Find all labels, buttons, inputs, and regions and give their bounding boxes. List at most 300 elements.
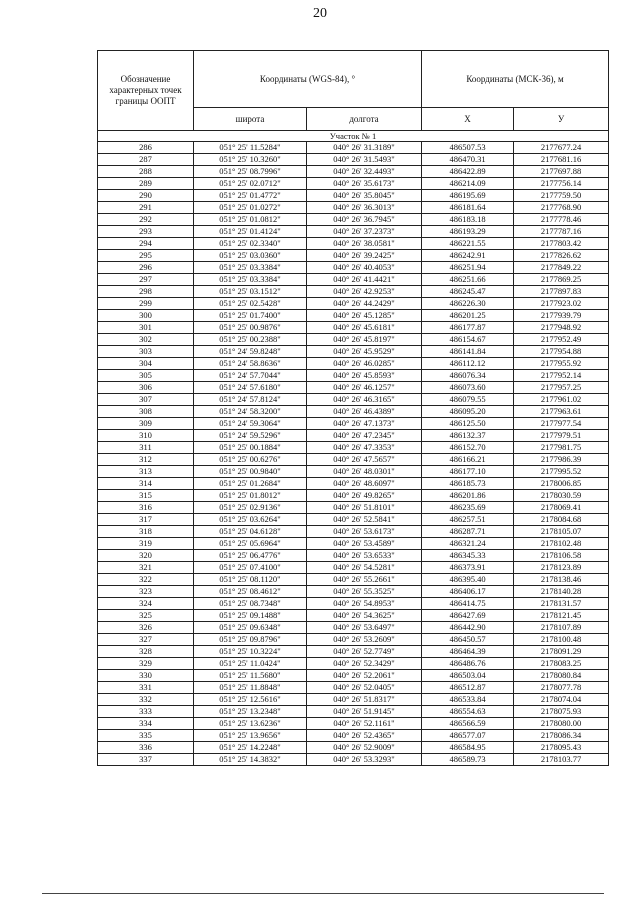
point-number: 300 <box>98 310 194 322</box>
x-value: 486183.18 <box>422 214 514 226</box>
table-row <box>98 310 609 322</box>
latitude-value: 051° 25' 01.2684" <box>194 478 307 490</box>
x-value: 486177.87 <box>422 322 514 334</box>
longitude-value: 040° 26' 45.9529" <box>307 346 422 358</box>
y-value: 2177849.22 <box>514 262 609 274</box>
latitude-value: 051° 25' 03.1512" <box>194 286 307 298</box>
point-number: 310 <box>98 430 194 442</box>
x-value: 486152.70 <box>422 442 514 454</box>
point-number: 312 <box>98 454 194 466</box>
y-value: 2178030.59 <box>514 490 609 502</box>
latitude-value: 051° 25' 09.1488" <box>194 610 307 622</box>
longitude-value: 040° 26' 53.6533" <box>307 550 422 562</box>
y-value: 2178077.78 <box>514 682 609 694</box>
table-row <box>98 610 609 622</box>
y-value: 2178121.45 <box>514 610 609 622</box>
x-value: 486201.86 <box>422 490 514 502</box>
table-row <box>98 538 609 550</box>
y-value: 2177923.02 <box>514 298 609 310</box>
latitude-value: 051° 24' 58.8636" <box>194 358 307 370</box>
longitude-value: 040° 26' 55.3525" <box>307 586 422 598</box>
x-value: 486589.73 <box>422 754 514 766</box>
latitude-value: 051° 25' 02.0712" <box>194 178 307 190</box>
x-value: 486154.67 <box>422 334 514 346</box>
latitude-value: 051° 25' 10.3260" <box>194 154 307 166</box>
latitude-value: 051° 25' 02.3340" <box>194 238 307 250</box>
y-value: 2177979.51 <box>514 430 609 442</box>
latitude-value: 051° 24' 59.5296" <box>194 430 307 442</box>
point-number: 325 <box>98 610 194 622</box>
longitude-value: 040° 26' 52.1161" <box>307 718 422 730</box>
point-number: 298 <box>98 286 194 298</box>
table-row <box>98 478 609 490</box>
point-number: 329 <box>98 658 194 670</box>
table-row <box>98 754 609 766</box>
table-row <box>98 154 609 166</box>
latitude-value: 051° 25' 01.4124" <box>194 226 307 238</box>
x-value: 486464.39 <box>422 646 514 658</box>
table-row <box>98 442 609 454</box>
x-value: 486422.89 <box>422 166 514 178</box>
x-value: 486177.10 <box>422 466 514 478</box>
longitude-value: 040° 26' 47.5657" <box>307 454 422 466</box>
point-number: 331 <box>98 682 194 694</box>
latitude-value: 051° 25' 14.2248" <box>194 742 307 754</box>
y-value: 2178069.41 <box>514 502 609 514</box>
table-row <box>98 346 609 358</box>
latitude-value: 051° 25' 00.1884" <box>194 442 307 454</box>
table-row <box>98 298 609 310</box>
longitude-value: 040° 26' 51.8101" <box>307 502 422 514</box>
point-number: 297 <box>98 274 194 286</box>
table-row <box>98 658 609 670</box>
header-y: У <box>514 108 609 131</box>
y-value: 2177986.39 <box>514 454 609 466</box>
table-row <box>98 586 609 598</box>
x-value: 486533.84 <box>422 694 514 706</box>
latitude-value: 051° 25' 03.3384" <box>194 262 307 274</box>
latitude-value: 051° 25' 02.9136" <box>194 502 307 514</box>
x-value: 486251.66 <box>422 274 514 286</box>
y-value: 2178103.77 <box>514 754 609 766</box>
x-value: 486584.95 <box>422 742 514 754</box>
header-longitude: долгота <box>307 108 422 131</box>
latitude-value: 051° 25' 07.4100" <box>194 562 307 574</box>
longitude-value: 040° 26' 44.2429" <box>307 298 422 310</box>
point-number: 336 <box>98 742 194 754</box>
y-value: 2178102.48 <box>514 538 609 550</box>
x-value: 486450.57 <box>422 634 514 646</box>
x-value: 486577.07 <box>422 730 514 742</box>
table-row <box>98 214 609 226</box>
latitude-value: 051° 25' 09.6348" <box>194 622 307 634</box>
latitude-value: 051° 25' 13.2348" <box>194 706 307 718</box>
x-value: 486245.47 <box>422 286 514 298</box>
latitude-value: 051° 25' 11.5680" <box>194 670 307 682</box>
table-row <box>98 646 609 658</box>
y-value: 2178006.85 <box>514 478 609 490</box>
longitude-value: 040° 26' 51.9145" <box>307 706 422 718</box>
x-value: 486076.34 <box>422 370 514 382</box>
y-value: 2177681.16 <box>514 154 609 166</box>
point-number: 323 <box>98 586 194 598</box>
latitude-value: 051° 25' 03.0360" <box>194 250 307 262</box>
table-row <box>98 358 609 370</box>
y-value: 2178138.46 <box>514 574 609 586</box>
point-number: 330 <box>98 670 194 682</box>
x-value: 486235.69 <box>422 502 514 514</box>
table-row <box>98 466 609 478</box>
longitude-value: 040° 26' 46.3165" <box>307 394 422 406</box>
y-value: 2178131.57 <box>514 598 609 610</box>
table-row <box>98 418 609 430</box>
point-number: 317 <box>98 514 194 526</box>
y-value: 2177768.90 <box>514 202 609 214</box>
latitude-value: 051° 25' 01.4772" <box>194 190 307 202</box>
point-number: 306 <box>98 382 194 394</box>
y-value: 2177677.24 <box>514 142 609 154</box>
latitude-value: 051° 25' 01.0812" <box>194 214 307 226</box>
y-value: 2178091.29 <box>514 646 609 658</box>
y-value: 2177697.88 <box>514 166 609 178</box>
latitude-value: 051° 25' 01.7400" <box>194 310 307 322</box>
x-value: 486395.40 <box>422 574 514 586</box>
longitude-value: 040° 26' 35.6173" <box>307 178 422 190</box>
y-value: 2178086.34 <box>514 730 609 742</box>
y-value: 2177963.61 <box>514 406 609 418</box>
y-value: 2178140.28 <box>514 586 609 598</box>
latitude-value: 051° 25' 14.3832" <box>194 754 307 766</box>
longitude-value: 040° 26' 48.0301" <box>307 466 422 478</box>
y-value: 2177995.52 <box>514 466 609 478</box>
longitude-value: 040° 26' 53.6497" <box>307 622 422 634</box>
table-row <box>98 562 609 574</box>
x-value: 486181.64 <box>422 202 514 214</box>
latitude-value: 051° 25' 01.8012" <box>194 490 307 502</box>
y-value: 2178084.68 <box>514 514 609 526</box>
x-value: 486373.91 <box>422 562 514 574</box>
x-value: 486132.37 <box>422 430 514 442</box>
latitude-value: 051° 25' 10.3224" <box>194 646 307 658</box>
table-row <box>98 406 609 418</box>
point-number: 291 <box>98 202 194 214</box>
y-value: 2177952.14 <box>514 370 609 382</box>
table-row <box>98 454 609 466</box>
table-row <box>98 670 609 682</box>
point-number: 315 <box>98 490 194 502</box>
latitude-value: 051° 25' 12.5616" <box>194 694 307 706</box>
latitude-value: 051° 24' 58.3200" <box>194 406 307 418</box>
header-x: X <box>422 108 514 131</box>
longitude-value: 040° 26' 53.2609" <box>307 634 422 646</box>
x-value: 486221.55 <box>422 238 514 250</box>
longitude-value: 040° 26' 47.2345" <box>307 430 422 442</box>
header-msk36-coordinates: Координаты (МСК-36), м <box>422 51 609 108</box>
x-value: 486185.73 <box>422 478 514 490</box>
longitude-value: 040° 26' 52.7749" <box>307 646 422 658</box>
point-number: 307 <box>98 394 194 406</box>
y-value: 2178080.84 <box>514 670 609 682</box>
x-value: 486141.84 <box>422 346 514 358</box>
x-value: 486112.12 <box>422 358 514 370</box>
point-number: 294 <box>98 238 194 250</box>
table-row <box>98 706 609 718</box>
latitude-value: 051° 25' 11.8848" <box>194 682 307 694</box>
x-value: 486257.51 <box>422 514 514 526</box>
table-row <box>98 550 609 562</box>
point-number: 318 <box>98 526 194 538</box>
y-value: 2177955.92 <box>514 358 609 370</box>
y-value: 2177939.79 <box>514 310 609 322</box>
longitude-value: 040° 26' 52.4365" <box>307 730 422 742</box>
point-number: 335 <box>98 730 194 742</box>
latitude-value: 051° 25' 02.5428" <box>194 298 307 310</box>
point-number: 289 <box>98 178 194 190</box>
latitude-value: 051° 24' 59.3064" <box>194 418 307 430</box>
longitude-value: 040° 26' 36.7945" <box>307 214 422 226</box>
latitude-value: 051° 25' 05.6964" <box>194 538 307 550</box>
table-row <box>98 178 609 190</box>
y-value: 2177826.62 <box>514 250 609 262</box>
latitude-value: 051° 25' 08.7348" <box>194 598 307 610</box>
point-number: 304 <box>98 358 194 370</box>
longitude-value: 040° 26' 52.2061" <box>307 670 422 682</box>
longitude-value: 040° 26' 54.8953" <box>307 598 422 610</box>
longitude-value: 040° 26' 46.1257" <box>307 382 422 394</box>
table-row <box>98 622 609 634</box>
latitude-value: 051° 24' 57.8124" <box>194 394 307 406</box>
table-row <box>98 274 609 286</box>
table-row <box>98 694 609 706</box>
point-number: 314 <box>98 478 194 490</box>
point-number: 295 <box>98 250 194 262</box>
x-value: 486406.17 <box>422 586 514 598</box>
longitude-value: 040° 26' 52.0405" <box>307 682 422 694</box>
point-number: 296 <box>98 262 194 274</box>
y-value: 2178074.04 <box>514 694 609 706</box>
table-row <box>98 322 609 334</box>
table-row <box>98 142 609 154</box>
longitude-value: 040° 26' 40.4053" <box>307 262 422 274</box>
latitude-value: 051° 25' 08.1120" <box>194 574 307 586</box>
table-row <box>98 502 609 514</box>
table-row <box>98 430 609 442</box>
x-value: 486427.69 <box>422 610 514 622</box>
y-value: 2178095.43 <box>514 742 609 754</box>
longitude-value: 040° 26' 47.3353" <box>307 442 422 454</box>
point-number: 313 <box>98 466 194 478</box>
point-number: 286 <box>98 142 194 154</box>
point-number: 328 <box>98 646 194 658</box>
boundary-points-table <box>97 50 609 766</box>
y-value: 2178123.89 <box>514 562 609 574</box>
longitude-value: 040° 26' 54.5281" <box>307 562 422 574</box>
longitude-value: 040° 26' 55.2661" <box>307 574 422 586</box>
table-row <box>98 742 609 754</box>
latitude-value: 051° 25' 11.5284" <box>194 142 307 154</box>
header-point-designation: Обозначение характерных точек границы ООПТ <box>98 51 194 131</box>
table-row <box>98 262 609 274</box>
point-number: 324 <box>98 598 194 610</box>
table-row <box>98 370 609 382</box>
longitude-value: 040° 26' 52.5841" <box>307 514 422 526</box>
x-value: 486226.30 <box>422 298 514 310</box>
latitude-value: 051° 25' 06.4776" <box>194 550 307 562</box>
table-row <box>98 634 609 646</box>
point-number: 319 <box>98 538 194 550</box>
point-number: 288 <box>98 166 194 178</box>
x-value: 486287.71 <box>422 526 514 538</box>
table-row <box>98 526 609 538</box>
latitude-value: 051° 25' 08.4612" <box>194 586 307 598</box>
longitude-value: 040° 26' 54.3625" <box>307 610 422 622</box>
table-row <box>98 166 609 178</box>
point-number: 290 <box>98 190 194 202</box>
point-number: 316 <box>98 502 194 514</box>
y-value: 2177977.54 <box>514 418 609 430</box>
y-value: 2177756.14 <box>514 178 609 190</box>
point-number: 327 <box>98 634 194 646</box>
x-value: 486507.53 <box>422 142 514 154</box>
x-value: 486214.09 <box>422 178 514 190</box>
longitude-value: 040° 26' 45.8197" <box>307 334 422 346</box>
point-number: 309 <box>98 418 194 430</box>
x-value: 486321.24 <box>422 538 514 550</box>
latitude-value: 051° 24' 57.6180" <box>194 382 307 394</box>
longitude-value: 040° 26' 45.8593" <box>307 370 422 382</box>
x-value: 486251.94 <box>422 262 514 274</box>
table-row <box>98 286 609 298</box>
table-row <box>98 226 609 238</box>
x-value: 486512.87 <box>422 682 514 694</box>
latitude-value: 051° 25' 13.6236" <box>194 718 307 730</box>
longitude-value: 040° 26' 31.5493" <box>307 154 422 166</box>
longitude-value: 040° 26' 41.4421" <box>307 274 422 286</box>
x-value: 486414.75 <box>422 598 514 610</box>
x-value: 486073.60 <box>422 382 514 394</box>
y-value: 2177952.49 <box>514 334 609 346</box>
y-value: 2177981.75 <box>514 442 609 454</box>
x-value: 486345.33 <box>422 550 514 562</box>
x-value: 486486.76 <box>422 658 514 670</box>
x-value: 486503.04 <box>422 670 514 682</box>
header-row-main <box>98 51 609 108</box>
y-value: 2177957.25 <box>514 382 609 394</box>
longitude-value: 040° 26' 53.6173" <box>307 526 422 538</box>
point-number: 332 <box>98 694 194 706</box>
table-row <box>98 334 609 346</box>
header-wgs84-coordinates: Координаты (WGS-84), ° <box>194 51 422 108</box>
y-value: 2177787.16 <box>514 226 609 238</box>
x-value: 486079.55 <box>422 394 514 406</box>
longitude-value: 040° 26' 47.1373" <box>307 418 422 430</box>
longitude-value: 040° 26' 38.0581" <box>307 238 422 250</box>
x-value: 486566.59 <box>422 718 514 730</box>
latitude-value: 051° 24' 59.8248" <box>194 346 307 358</box>
point-number: 320 <box>98 550 194 562</box>
header-latitude: широта <box>194 108 307 131</box>
point-number: 308 <box>98 406 194 418</box>
x-value: 486125.50 <box>422 418 514 430</box>
y-value: 2178106.58 <box>514 550 609 562</box>
y-value: 2178083.25 <box>514 658 609 670</box>
table-row <box>98 574 609 586</box>
longitude-value: 040° 26' 52.3429" <box>307 658 422 670</box>
latitude-value: 051° 25' 09.8796" <box>194 634 307 646</box>
x-value: 486193.29 <box>422 226 514 238</box>
y-value: 2178080.00 <box>514 718 609 730</box>
y-value: 2178100.48 <box>514 634 609 646</box>
table-row <box>98 190 609 202</box>
latitude-value: 051° 24' 57.7044" <box>194 370 307 382</box>
point-number: 299 <box>98 298 194 310</box>
longitude-value: 040° 26' 51.8317" <box>307 694 422 706</box>
table-row <box>98 250 609 262</box>
y-value: 2177948.92 <box>514 322 609 334</box>
longitude-value: 040° 26' 49.8265" <box>307 490 422 502</box>
y-value: 2177778.46 <box>514 214 609 226</box>
longitude-value: 040° 26' 45.6181" <box>307 322 422 334</box>
latitude-value: 051° 25' 03.6264" <box>194 514 307 526</box>
point-number: 334 <box>98 718 194 730</box>
x-value: 486554.63 <box>422 706 514 718</box>
y-value: 2178107.89 <box>514 622 609 634</box>
latitude-value: 051° 25' 00.6276" <box>194 454 307 466</box>
longitude-value: 040° 26' 42.9253" <box>307 286 422 298</box>
x-value: 486242.91 <box>422 250 514 262</box>
section-row <box>98 131 609 142</box>
point-number: 293 <box>98 226 194 238</box>
x-value: 486195.69 <box>422 190 514 202</box>
table-row <box>98 718 609 730</box>
longitude-value: 040° 26' 45.1285" <box>307 310 422 322</box>
latitude-value: 051° 25' 00.9876" <box>194 322 307 334</box>
latitude-value: 051° 25' 11.0424" <box>194 658 307 670</box>
table-row <box>98 238 609 250</box>
point-number: 302 <box>98 334 194 346</box>
point-number: 326 <box>98 622 194 634</box>
table-row <box>98 598 609 610</box>
point-number: 321 <box>98 562 194 574</box>
x-value: 486442.90 <box>422 622 514 634</box>
longitude-value: 040° 26' 32.4493" <box>307 166 422 178</box>
latitude-value: 051° 25' 01.0272" <box>194 202 307 214</box>
table-row <box>98 202 609 214</box>
section-label: Участок № 1 <box>98 131 609 142</box>
x-value: 486201.25 <box>422 310 514 322</box>
point-number: 301 <box>98 322 194 334</box>
y-value: 2177961.02 <box>514 394 609 406</box>
table-row <box>98 394 609 406</box>
bottom-divider <box>42 893 604 894</box>
latitude-value: 051° 25' 03.3384" <box>194 274 307 286</box>
page-number: 20 <box>313 6 327 21</box>
longitude-value: 040° 26' 53.4589" <box>307 538 422 550</box>
longitude-value: 040° 26' 37.2373" <box>307 226 422 238</box>
point-number: 333 <box>98 706 194 718</box>
y-value: 2177869.25 <box>514 274 609 286</box>
x-value: 486470.31 <box>422 154 514 166</box>
y-value: 2177803.42 <box>514 238 609 250</box>
latitude-value: 051° 25' 00.9840" <box>194 466 307 478</box>
point-number: 322 <box>98 574 194 586</box>
longitude-value: 040° 26' 46.4389" <box>307 406 422 418</box>
point-number: 287 <box>98 154 194 166</box>
table-row <box>98 490 609 502</box>
x-value: 486166.21 <box>422 454 514 466</box>
longitude-value: 040° 26' 46.0285" <box>307 358 422 370</box>
y-value: 2177954.88 <box>514 346 609 358</box>
